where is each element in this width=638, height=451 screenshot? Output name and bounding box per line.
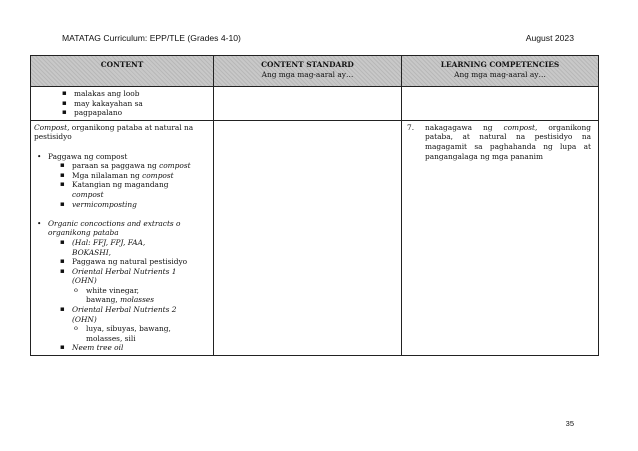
header-content (31, 56, 214, 87)
content-outline (34, 152, 210, 162)
item-text: Mga nilalaman ng (72, 170, 143, 180)
item-italic: (OHN) (72, 276, 97, 286)
item-text: Paggawa ng natural pestisidyo (72, 257, 188, 267)
section-title-cont: organikong pataba (48, 228, 119, 238)
header-competencies-title: LEARNING COMPETENCIES (440, 60, 560, 69)
header-content-title: CONTENT (100, 60, 144, 69)
item-italic: Oriental Herbal Nutrients 2 (72, 305, 177, 315)
list-item-continuation: pagpapalano (74, 108, 123, 118)
document-header-title: MATATAG Curriculum: EPP/TLE (Grades 4-10) (62, 33, 241, 43)
content-cell (31, 120, 214, 355)
competency-cell (402, 87, 599, 121)
intro-italic: Compost (34, 122, 68, 132)
list-item (34, 161, 210, 171)
item-italic: Neem tree oil (72, 343, 124, 353)
list-item (34, 238, 210, 257)
content-outline (34, 219, 210, 238)
item-italic: compost (159, 161, 191, 171)
list-item: ▪ malakas ang loob (34, 89, 210, 99)
item-italic: BOKASHI, (72, 247, 111, 257)
item-text: white vinegar, (86, 285, 140, 295)
table-row (31, 120, 599, 355)
ohn1-sublist (34, 286, 210, 305)
content-cell (31, 87, 214, 121)
list-item (34, 267, 210, 305)
competency-text-a: nakagagawa ng (425, 122, 504, 132)
list-item (34, 152, 210, 162)
list-item (34, 257, 210, 267)
competency-italic: compost (503, 122, 536, 132)
traits-list (34, 89, 210, 118)
item-text: luya, sibuyas, bawang, (86, 324, 171, 334)
list-item (34, 286, 210, 305)
item-italic: compost (72, 189, 104, 199)
item-text: molasses, sili (86, 333, 136, 343)
section-title: Paggawa ng compost (48, 151, 128, 161)
item-italic: Oriental Herbal Nutrients 1 (72, 266, 177, 276)
header-content-standard (214, 56, 402, 87)
competency-text-c: , organikong pataba, at natural na pestisidyo na magagamit sa paghahanda ng lupa at pangangalaga ng mga pananim (425, 122, 591, 161)
header-standard-sub: Ang mga mag-aaral ay… (261, 69, 354, 79)
list-item (34, 324, 210, 343)
intro-rest: , organikong pataba at natural na pestisidyo (34, 122, 194, 142)
item-text: bawang, (86, 295, 121, 305)
header-learning-competencies (402, 56, 599, 87)
item-italic: vermicomposting (72, 199, 137, 209)
item-italic: (Hal: FFJ, FPJ, FAA, (72, 237, 146, 247)
content-intro (34, 123, 210, 142)
competency-text (425, 123, 595, 161)
list-item (34, 219, 210, 238)
header-competencies-sub: Ang mga mag-aaral ay… (454, 69, 546, 79)
list-item (34, 108, 210, 118)
item-text: paraan sa paggawa ng (72, 161, 160, 171)
compost-sublist (34, 161, 210, 209)
document-header-date: August 2023 (525, 33, 574, 43)
list-item (34, 200, 210, 210)
list-item (34, 305, 210, 343)
competency-number: 7. (407, 122, 415, 132)
list-item (34, 171, 210, 181)
ohn2-sublist (34, 324, 210, 343)
section-title: Organic concoctions and extracts o (48, 218, 181, 228)
list-item (34, 343, 210, 353)
item-italic: molasses (120, 295, 155, 305)
item-italic: (OHN) (72, 314, 97, 324)
list-item: ▪ may kakayahan sa (34, 99, 210, 109)
standard-cell (214, 120, 402, 355)
header-standard-title: CONTENT STANDARD (261, 60, 354, 69)
item-text: Katangian ng magandang (72, 180, 169, 190)
table-row (31, 87, 599, 121)
list-item (34, 180, 210, 199)
table-header-row (31, 56, 599, 87)
item-italic: compost (142, 170, 174, 180)
competency-item (405, 123, 595, 161)
concoction-sublist (34, 238, 210, 353)
curriculum-table (30, 55, 599, 356)
page-number: 35 (565, 419, 574, 428)
competency-cell (402, 120, 599, 355)
standard-cell (214, 87, 402, 121)
